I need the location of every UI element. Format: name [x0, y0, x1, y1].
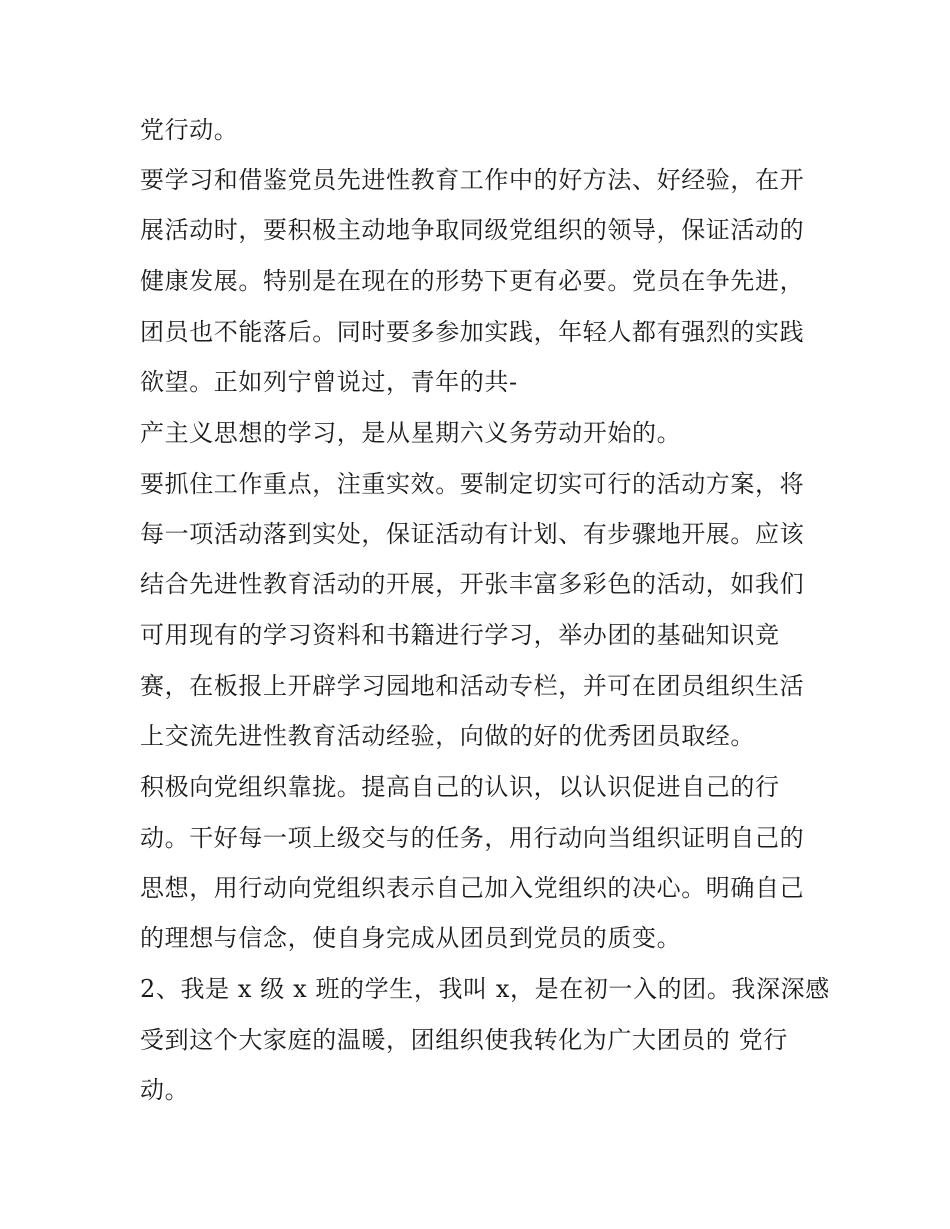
- text-line: 思想，用行动向党组织表示自己加入党组织的决心。明确自己: [140, 874, 805, 902]
- text-line: 上交流先进性教育活动经验，向做的好的优秀团员取经。: [140, 722, 755, 750]
- text-line: 欲望。正如列宁曾说过，青年的共-: [140, 368, 518, 396]
- text-line: 积极向党组织靠拢。提高自己的认识，以认识促进自己的行: [140, 773, 780, 801]
- text-line: 团员也不能落后。同时要多参加实践，年轻人都有强烈的实践: [140, 318, 805, 346]
- text-line: 动。: [140, 1076, 190, 1104]
- text-line: 可用现有的学习资料和书籍进行学习，举办团的基础知识竞: [140, 621, 780, 649]
- text-line: 产主义思想的学习，是从星期六义务劳动开始的。: [140, 419, 682, 447]
- text-line: 动。干好每一项上级交与的任务，用行动向当组织证明自己的: [140, 824, 805, 852]
- text-line: 每一项活动落到实处，保证活动有计划、有步骤地开展。应该: [140, 520, 805, 548]
- text-line: 要抓住工作重点，注重实效。要制定切实可行的活动方案，将: [140, 470, 805, 498]
- text-line: 2、我是 x 级 x 班的学生，我叫 x，是在初一入的团。我深深感: [140, 975, 830, 1003]
- text-line: 的理想与信念，使自身完成从团员到党员的质变。: [140, 924, 682, 952]
- text-line: 赛，在板报上开辟学习园地和活动专栏，并可在团员组织生活: [140, 672, 805, 700]
- text-line: 受到这个大家庭的温暖，团组织使我转化为广大团员的 党行: [140, 1026, 788, 1054]
- text-line: 党行动。: [140, 116, 239, 144]
- text-line: 结合先进性教育活动的开展，开张丰富多彩色的活动，如我们: [140, 570, 805, 598]
- text-line: 展活动时，要积极主动地争取同级党组织的领导，保证活动的: [140, 216, 805, 244]
- text-line: 健康发展。特别是在现在的形势下更有必要。党员在争先进，: [140, 267, 805, 295]
- text-line: 要学习和借鉴党员先进性教育工作中的好方法、好经验，在开: [140, 166, 805, 194]
